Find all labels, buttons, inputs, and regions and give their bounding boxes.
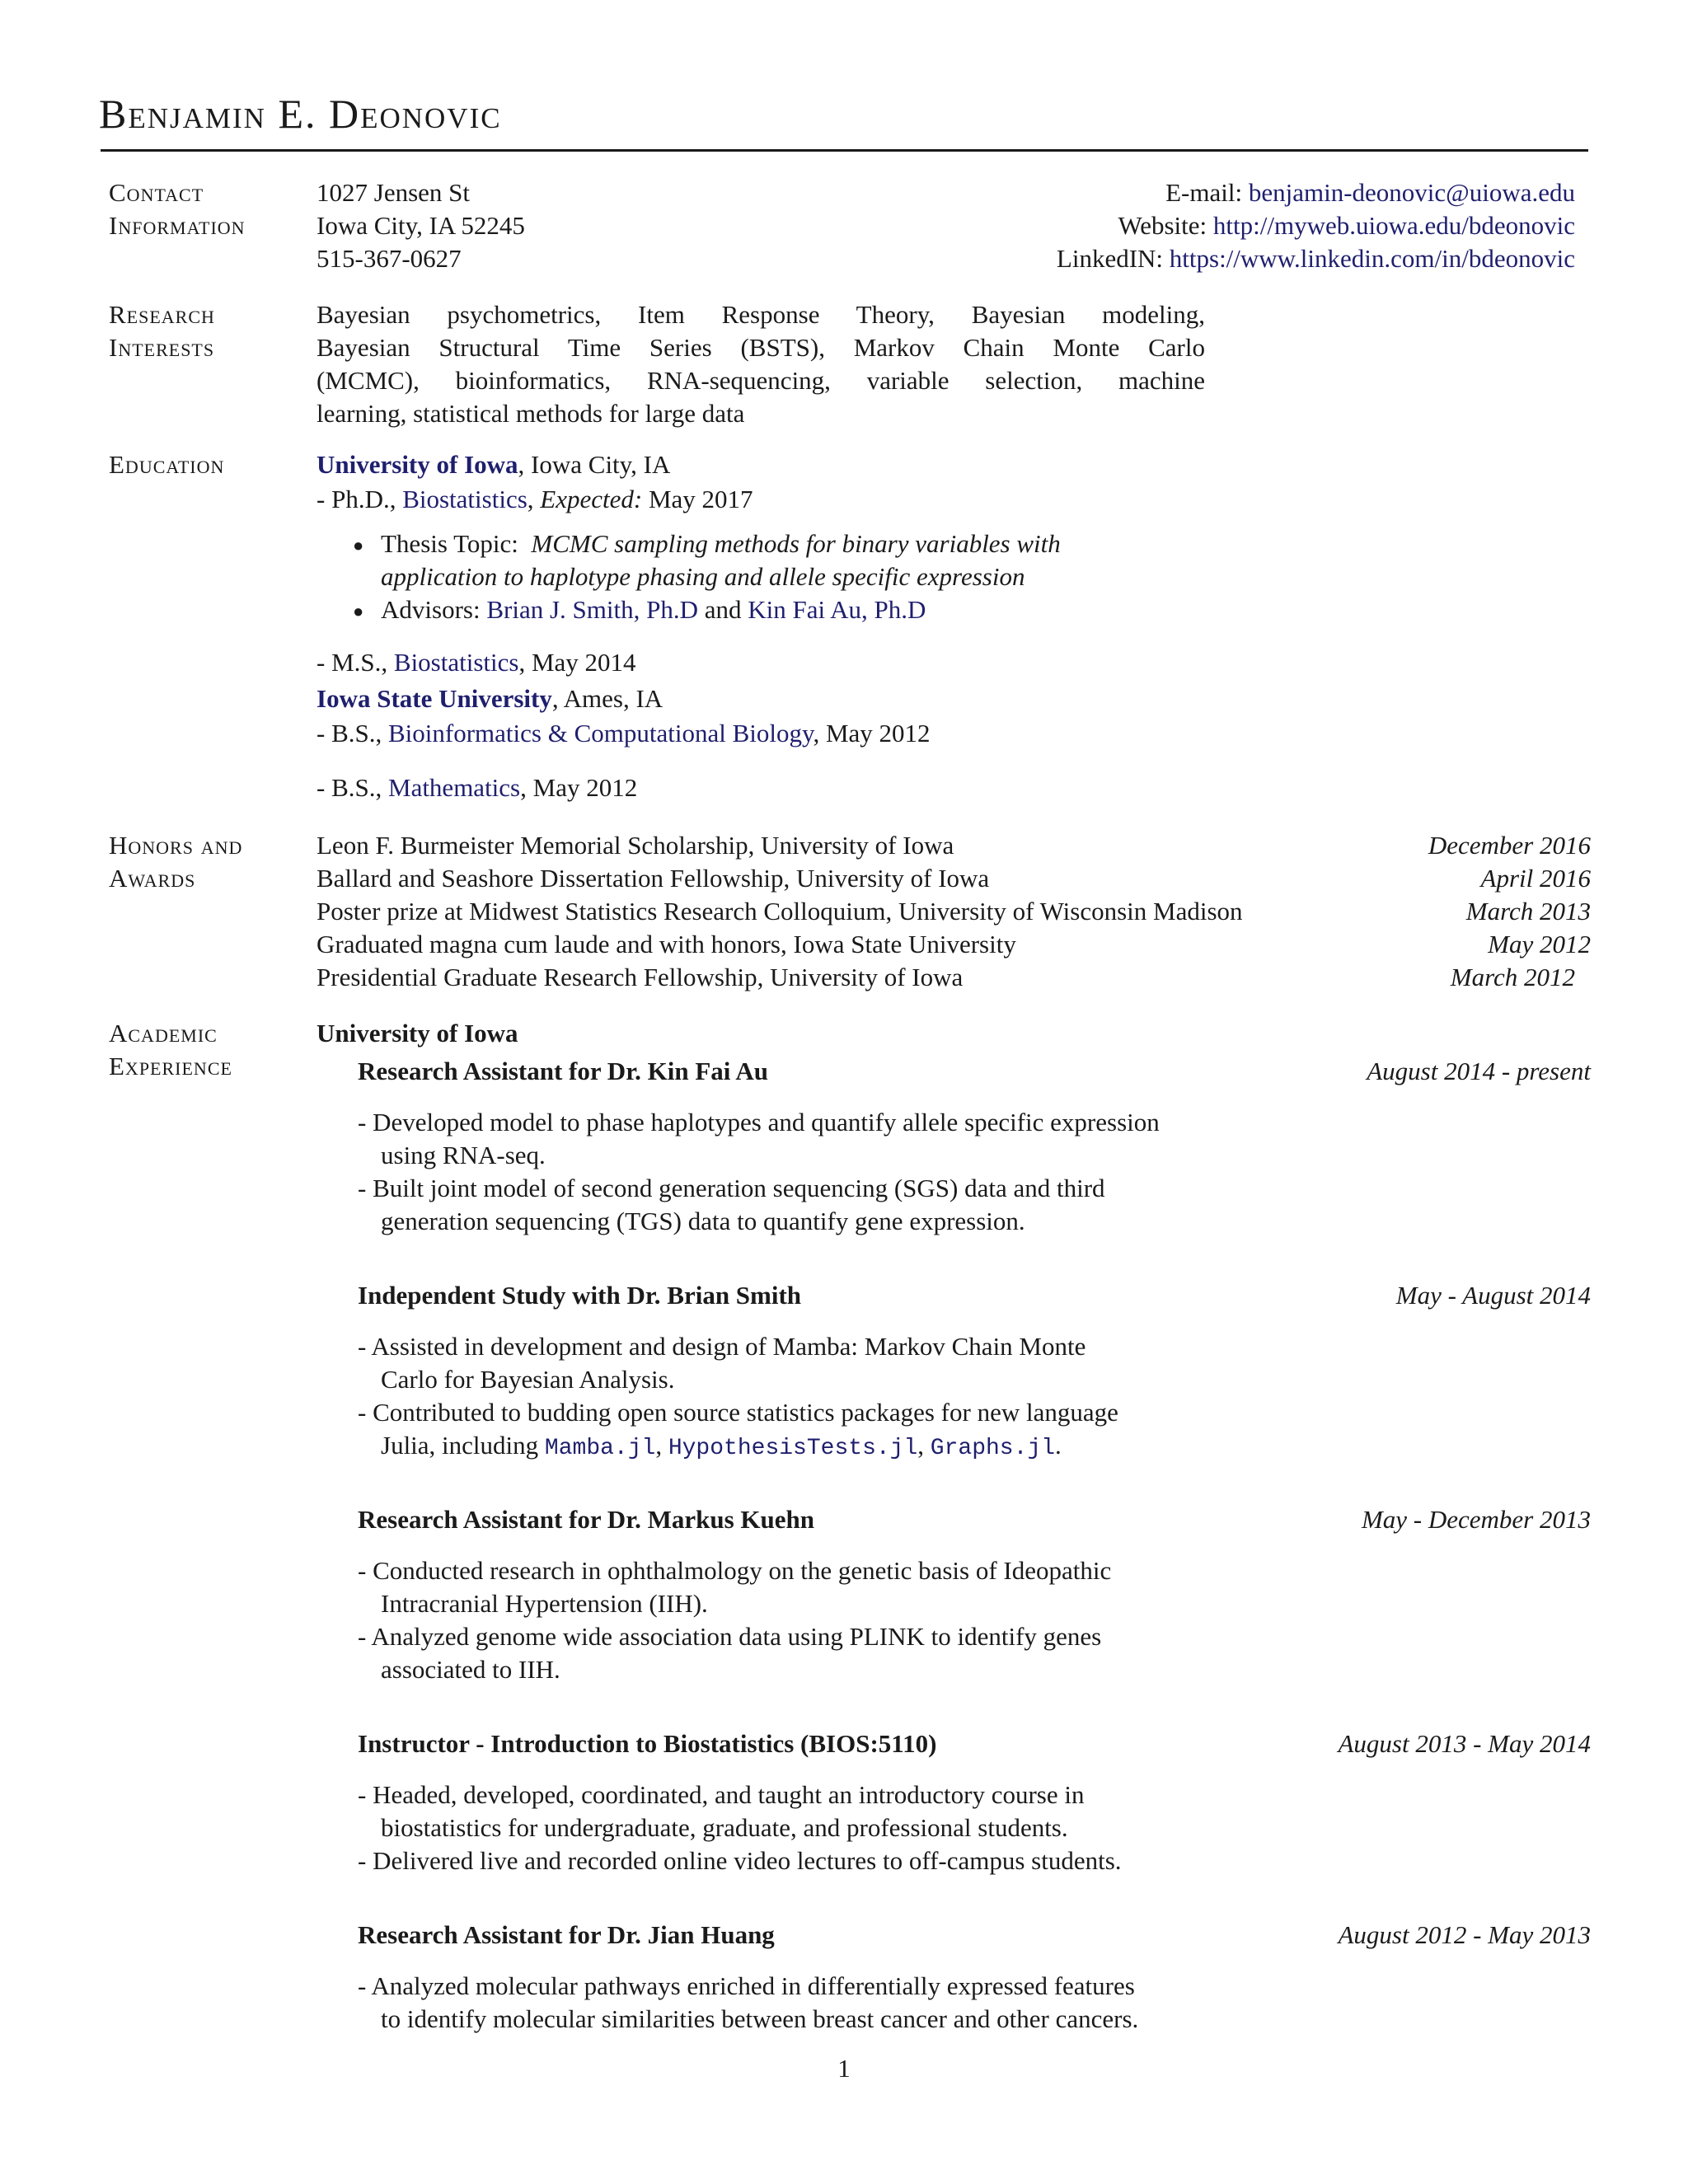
bullet-icon: ● — [353, 601, 364, 621]
section-label-experience: Experience — [109, 1052, 232, 1080]
email-label: E-mail: — [1165, 178, 1243, 207]
ms-field-link[interactable]: Biostatistics — [393, 648, 519, 677]
bs2-field-link[interactable]: Mathematics — [388, 773, 521, 802]
institution-name: University of Iowa — [316, 1019, 518, 1047]
phd-date: May 2017 — [642, 485, 753, 513]
education-isu — [316, 682, 663, 715]
position-detail: - Assisted in development and design of Mamba: Markov Chain Monte — [358, 1332, 1086, 1361]
page-number: 1 — [837, 2054, 851, 2083]
thesis-line-1 — [381, 527, 1061, 560]
email-row — [1165, 176, 1575, 209]
section-label-interests: Interests — [109, 333, 215, 362]
isu-link[interactable]: Iowa State University — [316, 684, 552, 713]
award-date: April 2016 — [1480, 864, 1591, 893]
phd-expected: Expected: — [540, 485, 643, 513]
research-line: Bayesian psychometrics, Item Response Theory, Bayesian modeling, — [316, 300, 1205, 329]
bs2-prefix: - B.S., — [316, 773, 388, 802]
uiowa-location: , Iowa City, IA — [518, 450, 671, 479]
website-link[interactable]: http://myweb.uiowa.edu/bdeonovic — [1212, 211, 1575, 240]
award-date: December 2016 — [1428, 831, 1591, 860]
thesis-title: MCMC sampling methods for binary variables with — [531, 529, 1061, 558]
award-date: March 2012 — [1450, 963, 1575, 991]
bs1-date: , May 2012 — [813, 719, 931, 748]
package-link[interactable]: Mamba.jl — [544, 1436, 656, 1461]
research-line: (MCMC), bioinformatics, RNA-sequencing, variable selection, machine — [316, 366, 1205, 395]
position-detail: to identify molecular similarities between breast cancer and other cancers. — [381, 2004, 1139, 2033]
position-detail: - Analyzed genome wide association data using PLINK to identify genes — [358, 1622, 1102, 1651]
bs1-prefix: - B.S., — [316, 719, 388, 748]
position-detail: - Developed model to phase haplotypes and quantify allele specific expression — [358, 1108, 1160, 1137]
package-link[interactable]: Graphs.jl — [930, 1436, 1056, 1461]
linkedin-row — [1057, 242, 1575, 275]
address-line-2: Iowa City, IA 52245 — [316, 211, 525, 240]
section-label-academic: Academic — [109, 1019, 218, 1047]
position-date: August 2014 - present — [1367, 1057, 1591, 1085]
position-detail: generation sequencing (TGS) data to quantify gene expression. — [381, 1207, 1025, 1235]
isu-location: , Ames, IA — [551, 684, 663, 713]
phone-number: 515-367-0627 — [316, 244, 462, 273]
uiowa-link[interactable]: University of Iowa — [316, 450, 518, 479]
position-title: Research Assistant for Dr. Markus Kuehn — [358, 1505, 815, 1534]
ms-degree — [316, 646, 636, 679]
ms-prefix: - M.S., — [316, 648, 394, 677]
position-detail: - Conducted research in ophthalmology on the genetic basis of Ideopathic — [358, 1556, 1112, 1585]
award-date: May 2012 — [1488, 930, 1591, 958]
section-label-honors: Honors and — [109, 831, 243, 860]
bs-degree-mathematics — [316, 771, 637, 804]
section-label-research: Research — [109, 300, 215, 329]
address-line-1: 1027 Jensen St — [316, 178, 470, 207]
bs-degree-bioinformatics — [316, 717, 931, 750]
position-title: Instructor - Introduction to Biostatistics (BIOS:5110) — [358, 1729, 937, 1758]
phd-field-link[interactable]: Biostatistics — [402, 485, 528, 513]
linkedin-label: LinkedIN: — [1056, 244, 1164, 273]
position-detail: - Built joint model of second generation sequencing (SGS) data and third — [358, 1174, 1105, 1202]
position-title: Research Assistant for Dr. Kin Fai Au — [358, 1057, 769, 1085]
position-date: May - August 2014 — [1395, 1281, 1591, 1310]
thesis-label: Thesis Topic: — [381, 529, 518, 558]
section-label-education: Education — [109, 450, 225, 479]
phd-prefix: - Ph.D., — [316, 485, 403, 513]
advisor-link[interactable]: Kin Fai Au, Ph.D — [748, 595, 926, 624]
position-detail: Intracranial Hypertension (IIH). — [381, 1589, 708, 1618]
package-link[interactable]: HypothesisTests.jl — [668, 1436, 918, 1461]
position-detail: - Headed, developed, coordinated, and taught an introductory course in — [358, 1780, 1085, 1809]
position-detail: using RNA-seq. — [381, 1141, 546, 1169]
position-detail: Carlo for Bayesian Analysis. — [381, 1365, 675, 1394]
position-detail: biostatistics for undergraduate, graduate, and professional students. — [381, 1813, 1068, 1842]
award-title: Poster prize at Midwest Statistics Research Colloquium, University of Wisconsin Madison — [316, 897, 1243, 926]
section-label-contact: Contact — [109, 178, 204, 207]
phd-degree — [316, 483, 753, 516]
linkedin-link[interactable]: https://www.linkedin.com/in/bdeonovic — [1169, 244, 1575, 273]
section-label-awards: Awards — [109, 864, 196, 893]
award-title: Ballard and Seashore Dissertation Fellowship, University of Iowa — [316, 864, 990, 893]
bs2-date: , May 2012 — [520, 773, 638, 802]
award-title: Leon F. Burmeister Memorial Scholarship, University of Iowa — [316, 831, 954, 860]
advisors-and: and — [704, 595, 742, 624]
research-line: Bayesian Structural Time Series (BSTS), Markov Chain Monte Carlo — [316, 333, 1205, 362]
separator: , — [655, 1431, 668, 1460]
thesis-line-2: application to haplotype phasing and allele specific expression — [381, 562, 1025, 591]
position-detail: - Contributed to budding open source statistics packages for new language — [358, 1398, 1118, 1427]
bullet-icon: ● — [353, 535, 364, 555]
research-line: learning, statistical methods for large data — [316, 399, 745, 428]
website-label: Website: — [1118, 211, 1207, 240]
header-rule — [101, 149, 1588, 152]
award-title: Graduated magna cum laude and with honors, Iowa State University — [316, 930, 1016, 958]
advisors-line — [381, 593, 926, 626]
award-title: Presidential Graduate Research Fellowship, University of Iowa — [316, 963, 964, 991]
position-date: August 2013 - May 2014 — [1338, 1729, 1591, 1758]
advisor-link[interactable]: Brian J. Smith, Ph.D — [486, 595, 698, 624]
page-title: Benjamin E. Deonovic — [99, 91, 502, 137]
ms-date: , May 2014 — [518, 648, 636, 677]
advisors-label: Advisors: — [381, 595, 481, 624]
position-detail: - Analyzed molecular pathways enriched in differentially expressed features — [358, 1971, 1135, 2000]
position-date: May - December 2013 — [1361, 1505, 1591, 1534]
email-link[interactable]: benjamin-deonovic@uiowa.edu — [1248, 178, 1575, 207]
website-row — [1118, 209, 1575, 242]
period: . — [1055, 1431, 1062, 1460]
packages-intro: Julia, including — [381, 1431, 545, 1460]
position-date: August 2012 - May 2013 — [1338, 1920, 1591, 1949]
education-uiowa — [316, 448, 670, 481]
bs1-field-link[interactable]: Bioinformatics & Computational Biology — [388, 719, 814, 748]
separator: , — [917, 1431, 931, 1460]
position-detail: associated to IIH. — [381, 1655, 560, 1684]
award-date: March 2013 — [1465, 897, 1591, 926]
position-detail: - Delivered live and recorded online video lectures to off-campus students. — [358, 1846, 1122, 1875]
position-title: Independent Study with Dr. Brian Smith — [358, 1281, 802, 1310]
phd-sep: , — [527, 485, 541, 513]
section-label-information: Information — [109, 211, 246, 240]
position-detail-packages — [381, 1429, 1062, 1465]
position-title: Research Assistant for Dr. Jian Huang — [358, 1920, 775, 1949]
